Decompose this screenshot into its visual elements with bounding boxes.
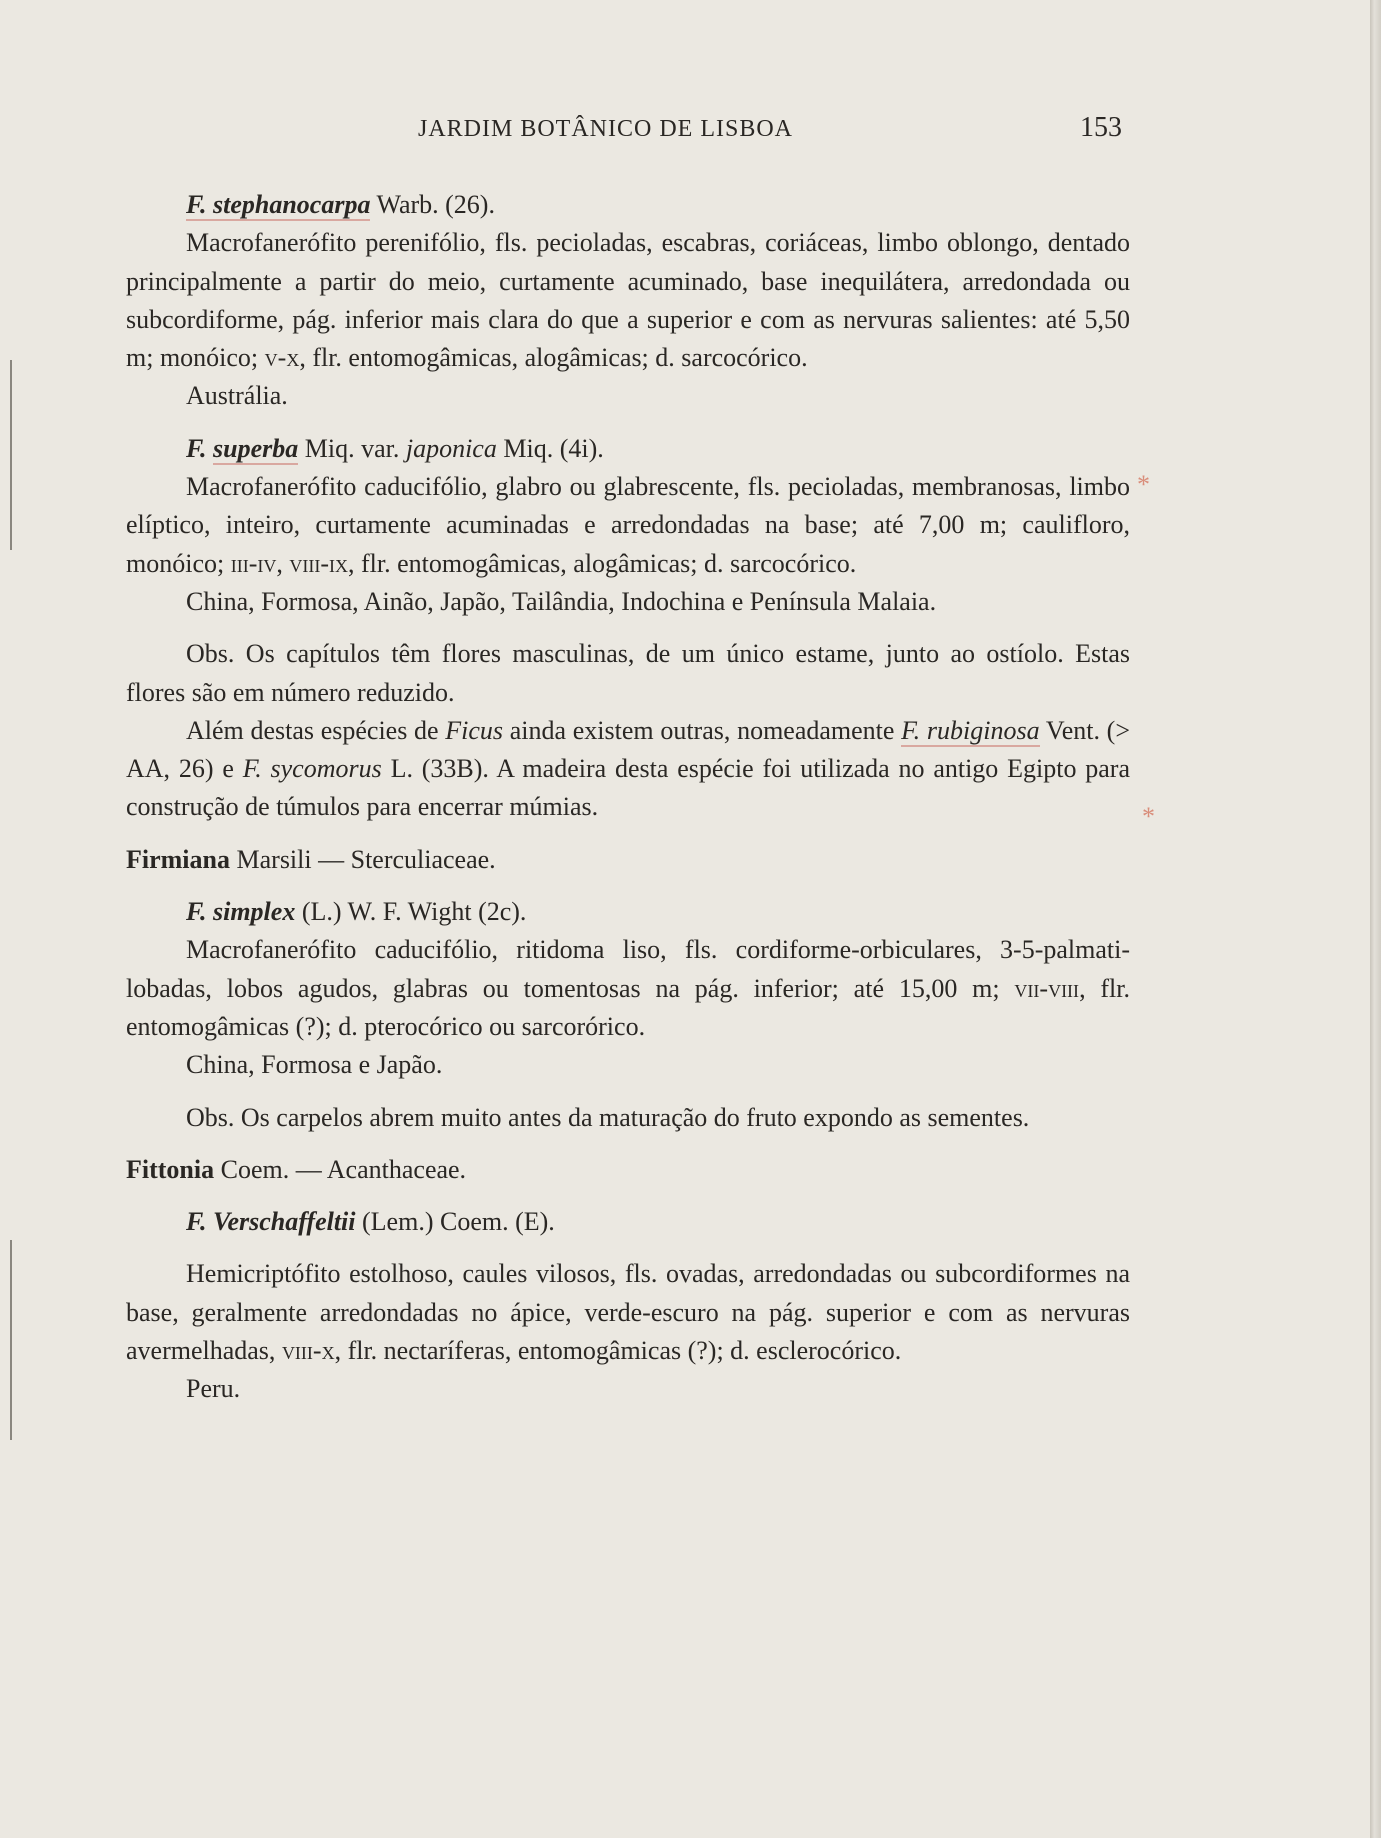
margin-mark (10, 360, 12, 550)
species-description: Macrofanerófito caducifólio, ritidoma liso, fls. cordiforme-orbiculares, 3-5-palmati-lobadas, lobos agudos, glabras ou tomentosas na pág. inferior; até 15,00 m; vii-viii, flr. entomogâmicas (?); d. pterocórico ou sarcorórico. (126, 935, 1130, 1041)
species-name: superba (213, 433, 299, 463)
species-heading (126, 1203, 1130, 1241)
species-heading (126, 186, 1130, 224)
observation: Obs. Os carpelos abrem muito antes da maturação do fruto expondo as sementes. (186, 1102, 1030, 1132)
genus-family: Coem. — Acanthaceae. (220, 1154, 467, 1184)
margin-mark (10, 1240, 12, 1440)
observation: Obs. Os capítulos têm flores masculinas, de um único estame, junto ao ostíolo. Estas flores são em número reduzido. (126, 639, 1130, 707)
species-author: Miq. var. (304, 433, 400, 463)
species-name: F. stephanocarpa (186, 190, 371, 219)
genus-family: Marsili — Sterculiaceae. (236, 844, 496, 874)
species-ref: F. rubiginosa (901, 715, 1040, 745)
variety-name: japonica (405, 433, 497, 463)
species-name: F. simplex (186, 897, 296, 927)
species-genus-abbr: F. (186, 433, 207, 463)
genus-heading (126, 841, 1130, 879)
variety-author: Miq. (4i). (503, 433, 604, 463)
species-description: Macrofanerófito caducifólio, glabro ou glabrescente, fls. pecioladas, membranosas, limbo elíptico, inteiro, curtamente acuminadas e arredondadas na base; até 7,00 m; caulifloro, monóico; iii-iv, viii-ix, flr. entomogâmicas, alogâmicas; d. sarcocórico. (126, 472, 1130, 578)
flowering-months: vii-viii (1014, 973, 1080, 1003)
genus-name: Fittonia (126, 1154, 215, 1184)
species-heading (126, 893, 1130, 931)
species-distribution: Austrália. (186, 381, 288, 411)
species-author: (Lem.) Coem. (E). (362, 1207, 555, 1237)
species-ref: F. sycomorus (242, 754, 382, 784)
species-distribution: Peru. (186, 1374, 241, 1404)
genus-heading (126, 1151, 1130, 1189)
flowering-months: iii-iv (230, 548, 277, 578)
genus-ref: Ficus (445, 715, 504, 745)
species-description: Hemicriptófito estolhoso, caules vilosos, fls. ovadas, arredondadas ou subcordiformes na base, geralmente arredondadas no ápice, verde-escuro na pág. superior e com as nervuras avermelhadas, viii-x, flr. nectaríferas, entomogâmicas (?); d. esclerocórico. (126, 1259, 1130, 1366)
flowering-months: v-x (264, 343, 300, 373)
species-distribution: China, Formosa, Ainão, Japão, Tailândia, Indochina e Península Malaia. (186, 586, 937, 616)
additional-note: Além destas espécies de Ficus ainda existem outras, nomeadamente F. rubiginosa Vent. (> AA, 26) e F. sycomorus L. (33B). A madeira desta espécie foi utilizada no antigo Egipto para construção de túmulos para encerrar múmias. (126, 715, 1130, 822)
species-author: (L.) W. F. Wight (2c). (301, 897, 527, 927)
species-description: Macrofanerófito perenifólio, fls. pecioladas, escabras, coriáceas, limbo oblongo, dentado principalmente a partir do meio, curtamente acuminado, base inequilátera, arredondada ou subcordiforme, pág. inferior mais clara do que a superior e com as nervuras salientes: até 5,50 m; monóico; v-x, flr. entomogâmicas, alogâmicas; d. sarcocórico. (126, 228, 1130, 373)
page-number: 153 (1080, 112, 1122, 143)
species-heading (126, 430, 1130, 468)
species-distribution: China, Formosa e Japão. (186, 1050, 443, 1080)
page-header (0, 112, 1370, 152)
running-title: JARDIM BOTÂNICO DE LISBOA (418, 116, 794, 142)
body-text (126, 186, 1130, 1409)
flowering-months: viii-ix (289, 548, 348, 578)
annotation-star: * (1142, 802, 1155, 831)
species-name: F. Verschaffeltii (186, 1207, 356, 1237)
species-author: Warb. (26). (376, 190, 495, 219)
annotation-star: * (1137, 470, 1150, 499)
flowering-months: viii-x (281, 1336, 335, 1366)
genus-name: Firmiana (126, 844, 230, 874)
page-edge (1370, 0, 1381, 1838)
